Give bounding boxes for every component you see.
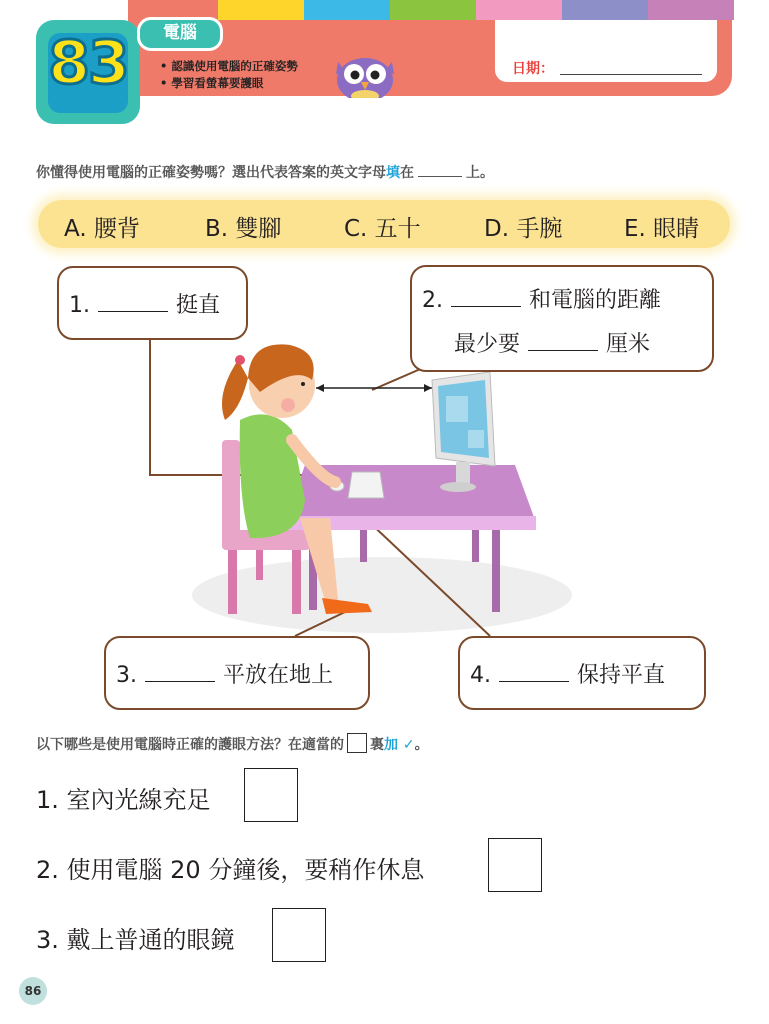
objective-item: • 學習看螢幕要護眼 [160,76,264,90]
section1-instruction: 你懂得使用電腦的正確姿勢嗎？選出代表答案的英文字母填在 上。 [36,165,494,181]
option-e: E. 眼睛 [624,216,700,242]
section2-instruction: 以下哪些是使用電腦時正確的護眼方法？在適當的 裏加 ✓。 [36,733,429,754]
callout-text: 厘米 [606,332,651,357]
lesson-number: 83 [48,28,128,98]
callout-4 [458,636,706,710]
callout-text: 保持平直 [577,663,666,688]
date-label: 日期： [512,61,554,77]
checklist-item-3: 3. 戴上普通的眼鏡 [36,926,235,954]
checklist-item-2: 2. 使用電腦 20 分鐘後，要稍作休息 [36,856,425,884]
option-c: C. 五十 [344,216,421,242]
answer-blank[interactable] [98,295,168,312]
option-a: A. 腰背 [64,216,140,242]
callout-text: 和電腦的距離 [529,288,662,313]
checkbox-3[interactable] [272,908,326,962]
callout-number: 3. [116,663,137,688]
callout-text: 最少要 [454,332,521,357]
checklist-item-1: 1. 室內光線充足 [36,786,211,814]
checkbox-1[interactable] [244,768,298,822]
answer-blank[interactable] [451,290,521,307]
answer-blank[interactable] [528,334,598,351]
callout-number: 2. [422,288,443,313]
callout-1 [57,266,248,340]
checkbox-2[interactable] [488,838,542,892]
callout-number: 4. [470,663,491,688]
callout-text: 平放在地上 [223,663,334,688]
topic-badge: 電腦 [137,17,223,51]
answer-blank[interactable] [499,665,569,682]
callout-3 [104,636,370,710]
callout-2 [410,265,714,372]
option-d: D. 手腕 [484,216,563,242]
callout-text: 挺直 [176,293,221,318]
objective-item: • 認識使用電腦的正確姿勢 [160,59,298,73]
answer-blank[interactable] [145,665,215,682]
callout-number: 1. [69,293,90,318]
page-number: 86 [19,977,47,1005]
option-b: B. 雙腳 [205,216,282,242]
